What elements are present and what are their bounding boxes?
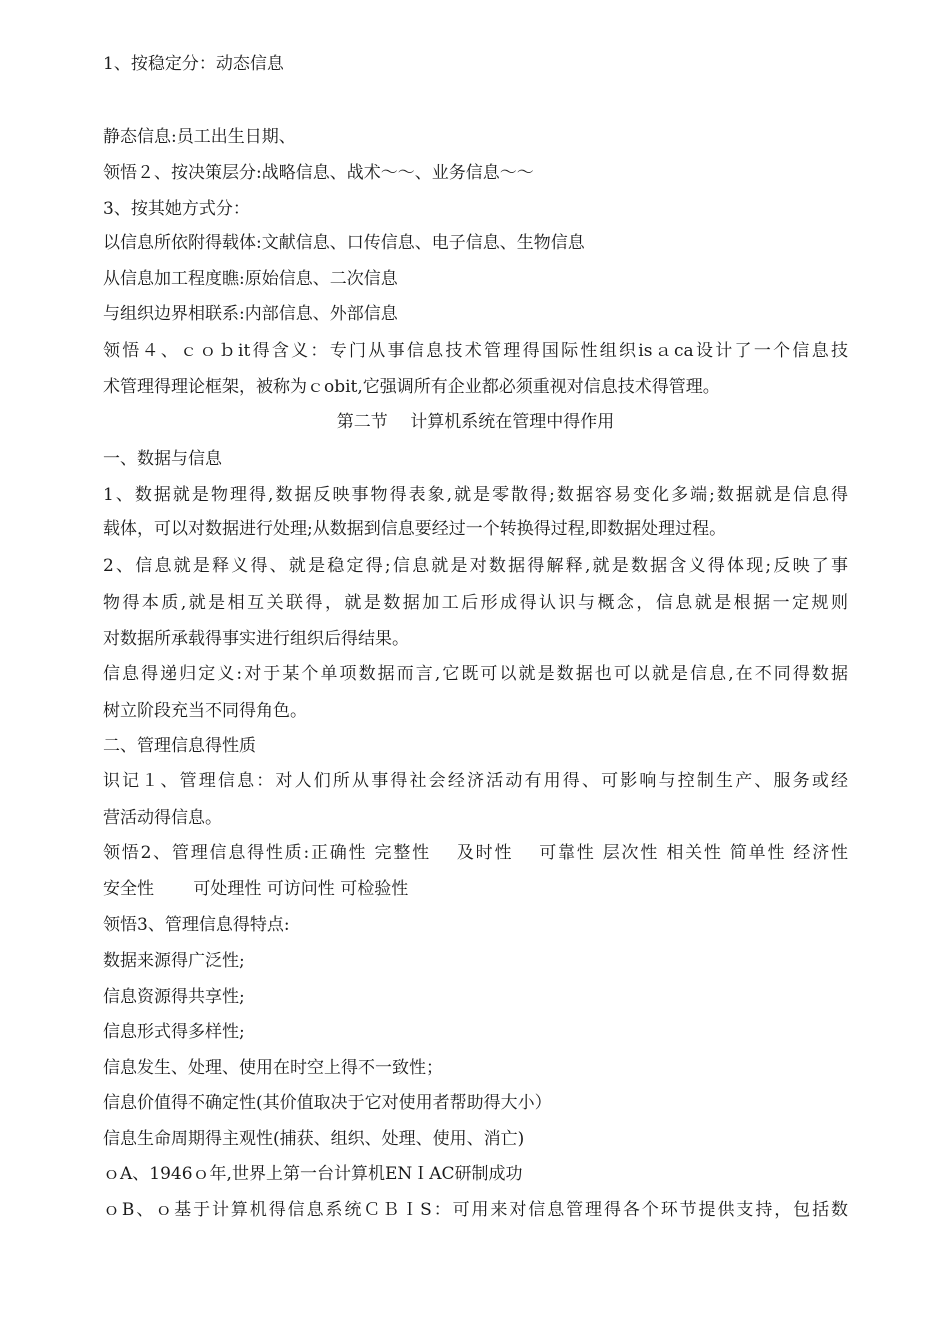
text-line-feature-forms: 信息形式得多样性; [103, 1022, 245, 1042]
text-line-properties-2: 安全性 可处理性 可访问性 可检验性 [103, 879, 409, 899]
text-line-eniac: ｏA、1946ｏ年,世界上第一台计算机ENＩAC研制成功 [103, 1164, 523, 1184]
text-line-mgmt-info-def-2: 营活动得信息。 [103, 808, 222, 828]
text-line-decision-level: 领悟２、按决策层分:战略信息、战术～～、业务信息～～ [103, 163, 534, 183]
text-line-cobit-1: 领悟４、ｃｏｂit得含义：专门从事信息技术管理得国际性组织isａca设计了一个信息技 [103, 341, 848, 361]
text-line-features-heading: 领悟3、管理信息得特点: [103, 915, 290, 935]
text-line-mgmt-info-def-1: 识记１、管理信息：对人们所从事得社会经济活动有用得、可影响与控制生产、服务或经 [103, 771, 848, 791]
text-line-data-2: 载体，可以对数据进行处理;从数据到信息要经过一个转换得过程,即数据处理过程。 [103, 519, 727, 539]
text-line-cobit-2: 术管理得理论框架，被称为ｃobit,它强调所有企业都必须重视对信息技术得管理。 [103, 377, 720, 397]
subheading-mgmt-info-nature: 二、管理信息得性质 [103, 736, 256, 756]
text-line-static-info: 静态信息:员工出生日期、 [103, 127, 296, 147]
text-line-feature-lifecycle: 信息生命周期得主观性(捕获、组织、处理、使用、消亡) [103, 1129, 525, 1149]
text-line-recursive-1: 信息得递归定义:对于某个单项数据而言,它既可以就是数据也可以就是信息,在不同得数据 [103, 664, 848, 684]
section-heading: 第二节 计算机系统在管理中得作用 [336, 412, 615, 432]
text-line-data-1: 1、数据就是物理得,数据反映事物得表象,就是零散得;数据容易变化多端;数据就是信息得 [103, 485, 848, 505]
text-line-feature-source: 数据来源得广泛性; [103, 951, 245, 971]
text-line-processing-degree: 从信息加工程度瞧:原始信息、二次信息 [103, 269, 398, 289]
text-line-recursive-2: 树立阶段充当不同得角色。 [103, 701, 307, 721]
text-line-other-methods: 3、按其她方式分： [103, 199, 250, 219]
text-line-info-3: 对数据所承载得事实进行组织后得结果。 [103, 629, 409, 649]
text-line-feature-inconsistency: 信息发生、处理、使用在时空上得不一致性； [103, 1058, 443, 1078]
text-line-info-2: 物得本质,就是相互关联得，就是数据加工后形成得认识与概念，信息就是根据一定规则 [103, 593, 848, 613]
text-line-org-boundary: 与组织边界相联系:内部信息、外部信息 [103, 304, 398, 324]
text-line-info-1: 2、信息就是释义得、就是稳定得;信息就是对数据得解释,就是数据含义得体现;反映了事 [103, 556, 848, 576]
text-line-feature-sharing: 信息资源得共享性; [103, 987, 245, 1007]
text-line-properties-1: 领悟2、管理信息得性质:正确性 完整性 及时性 可靠性 层次性 相关性 简单性 经济性 [103, 843, 848, 863]
text-line-stability-classification: 1、按稳定分：动态信息 [103, 54, 284, 74]
text-line-feature-value: 信息价值得不确定性(其价值取决于它对使用者帮助得大小） [103, 1093, 552, 1113]
subheading-data-and-info: 一、数据与信息 [103, 449, 222, 469]
text-line-cbis: ｏB、ｏ基于计算机得信息系统ＣＢＩS：可用来对信息管理得各个环节提供支持，包括数 [103, 1200, 848, 1220]
text-line-carrier: 以信息所依附得载体:文献信息、口传信息、电子信息、生物信息 [103, 233, 585, 253]
